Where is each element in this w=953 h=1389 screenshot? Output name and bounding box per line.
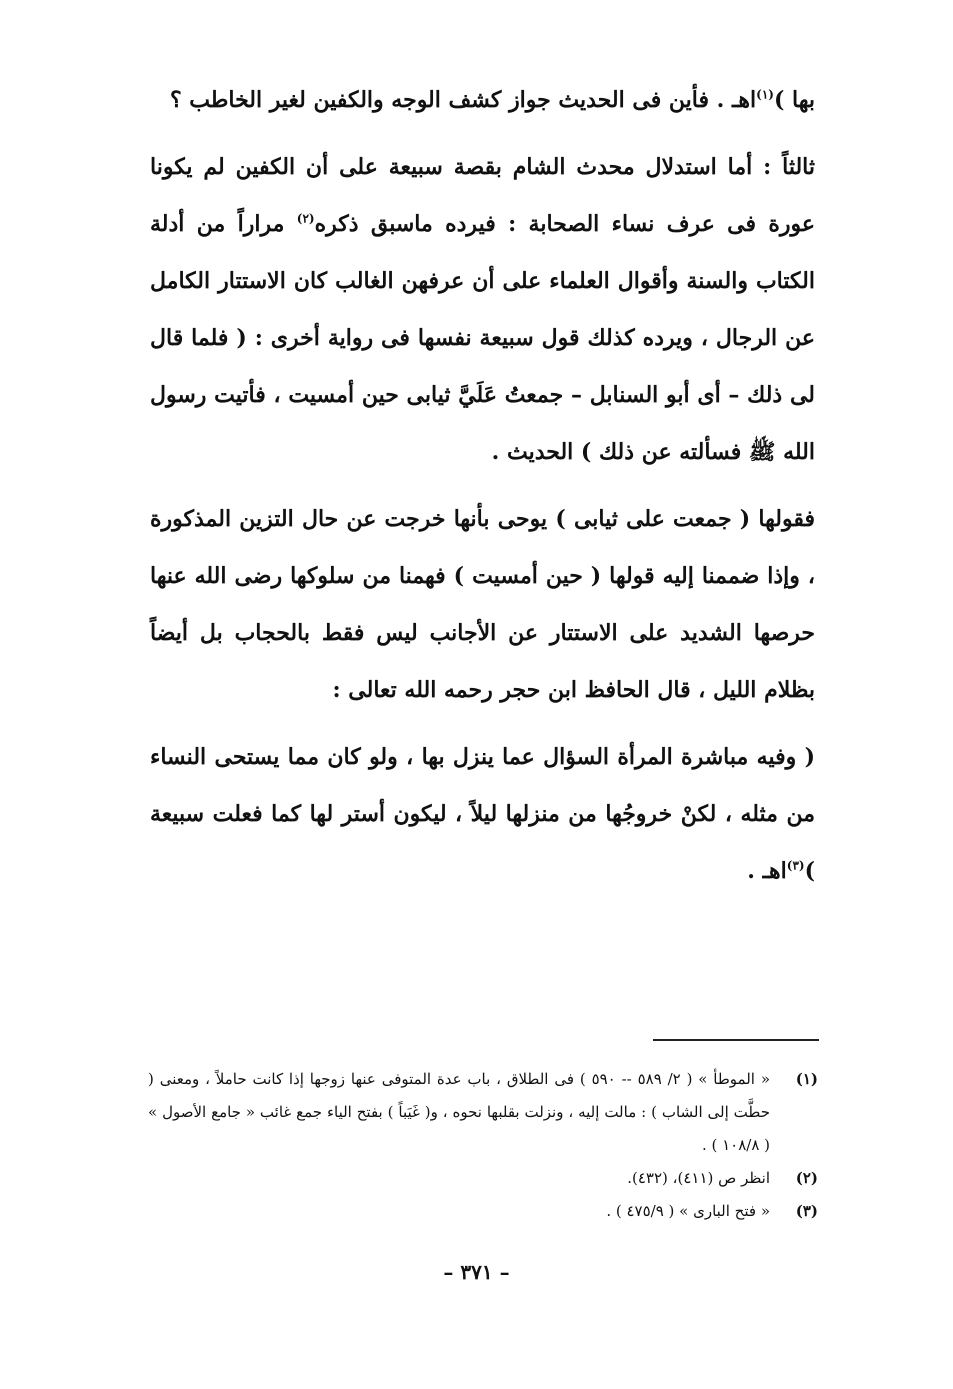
paragraph-2	[150, 139, 815, 481]
paragraph-4	[150, 729, 815, 900]
footnote-divider	[653, 1039, 819, 1041]
footnote-text: انظر ص (٤١١)، (٤٣٢).	[627, 1169, 770, 1187]
paragraph-2-end: مراراً من أدلة الكتاب والسنة وأقوال العلماء على أن عرفهن الغالب كان الاستتار الكامل عن الرجال ، ويرده كذلك قول سبيعة نفسها فى رواية أخرى : ( فلما قال لى ذلك – أى أبو السنابل – جمعتُ عَلَيَّ ثيابى حين أمسيت ، فأتيت رسول الله ﷺ فسألته عن ذلك ) الحديث .	[150, 211, 815, 465]
footnotes	[148, 1063, 818, 1228]
footnote-number: (٣)	[795, 1202, 818, 1220]
footnote-text: « الموطأ » ( ٢/ ٥٨٩ -- ٥٩٠ ) فى الطلاق ، باب عدة المتوفى عنها زوجها إذا كانت حاملاً ، ومعنى ( حطَّت إلى الشاب ) : مالت إليه ، ونزلت بقلبها نحوه ، و( غَيَباً ) بفتح الياء جمع غائب « جامع الأصول » ( ١٠٨/٨ ) .	[148, 1070, 770, 1154]
footnote-number: (٢)	[795, 1169, 818, 1187]
paragraph-1	[150, 72, 815, 129]
footnote-ref-2: (٢)	[296, 211, 315, 226]
paragraph-2-start: : أما استدلال محدث الشام بقصة سبيعة على أن الكفين لم يكونا عورة فى عرف نساء الصحابة : فيرده ماسبق ذكره	[150, 154, 816, 237]
footnote-text: « فتح البارى » ( ٤٧٥/٩ ) .	[606, 1202, 770, 1220]
footnote-ref-1: (١)	[756, 87, 774, 102]
main-text	[150, 72, 815, 910]
footnote-2	[148, 1162, 818, 1195]
page-number: – ٣٧١ –	[443, 1260, 510, 1284]
paragraph-1-start: بها )	[773, 87, 815, 113]
thirdly-heading: ثالثاً	[782, 154, 815, 180]
footnote-number: (١)	[795, 1070, 818, 1088]
paragraph-3: فقولها ( جمعت على ثيابى ) يوحى بأنها خرجت عن حال التزين المذكورة ، وإذا ضممنا إليه قولها ( حين أمسيت ) فهمنا من سلوكها رضى الله عنها حرصها الشديد على الاستتار عن الأجانب ليس فقط بالحجاب بل أيضاً بظلام الليل ، قال الحافظ ابن حجر رحمه الله تعالى :	[150, 506, 815, 703]
footnote-3	[148, 1195, 818, 1228]
paragraph-1-end: اهـ . فأين فى الحديث جواز كشف الوجه والكفين لغير الخاطب ؟	[169, 87, 757, 113]
footnote-1	[148, 1063, 818, 1162]
footnote-ref-3: (٣)	[786, 858, 805, 873]
quote-text: ( وفيه مباشرة المرأة السؤال عما ينزل بها ، ولو كان مما يستحى النساء من مثله ، لكنْ خروجُها من منزلها ليلاً ، ليكون أستر لها كما فعلت سبيعة )	[150, 744, 815, 884]
quote-end: اهـ .	[747, 858, 787, 884]
